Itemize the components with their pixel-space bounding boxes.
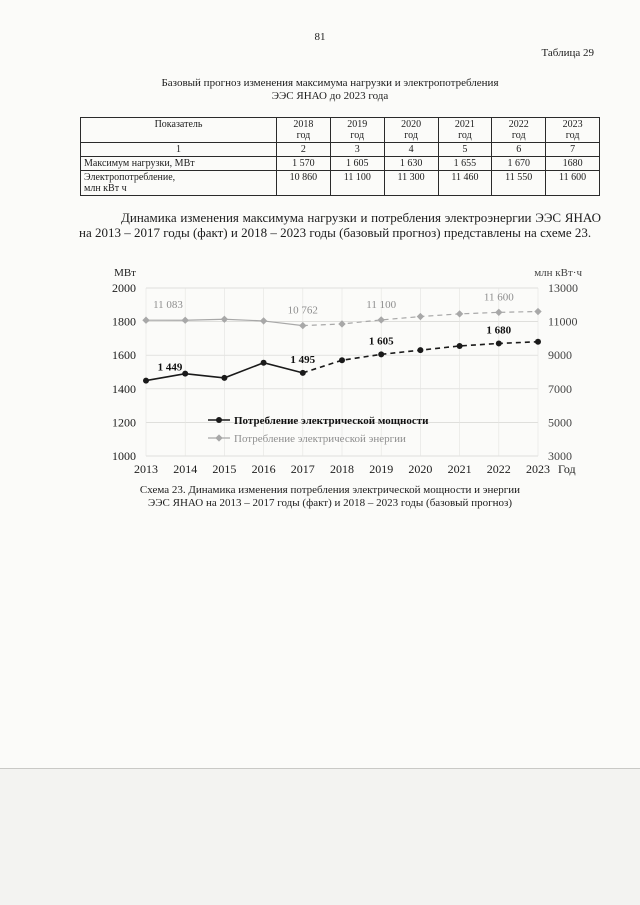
- data-point: [496, 340, 502, 346]
- data-point: [457, 343, 463, 349]
- table-cell: 1 655: [438, 157, 492, 171]
- forecast-table: [80, 117, 600, 196]
- page-number: 81: [314, 31, 326, 43]
- x-axis-label: Год: [558, 462, 576, 476]
- data-point: [339, 357, 345, 363]
- y-tick-label-right: 3000: [548, 449, 572, 463]
- header-year-2023: 2023 год: [546, 118, 600, 143]
- table-cell: 11 300: [384, 171, 438, 196]
- data-point: [378, 351, 384, 357]
- table-row-numbering: [81, 143, 600, 157]
- table-title-line-2: ЭЭС ЯНАО до 2023 года: [271, 90, 389, 102]
- table-cell: Электропотребление, млн кВт ч: [81, 171, 277, 196]
- y-tick-label-left: 2000: [112, 281, 136, 295]
- y-tick-label-left: 1200: [112, 415, 136, 430]
- data-point: [182, 371, 188, 377]
- body-paragraph: Динамика изменения максимума нагрузки и потребления электроэнергии ЭЭС ЯНАО на 2013 – 2017 годы (факт) и 2018 – 2023 годы (базовый прогноз) представлены на схеме 23.: [79, 210, 601, 240]
- data-point: [535, 339, 541, 345]
- data-point: [142, 317, 149, 324]
- y-tick-label-left: 1600: [112, 348, 136, 363]
- table-row-consumption: [81, 171, 600, 196]
- y-tick-label-right: 13000: [548, 281, 578, 295]
- data-point: [417, 347, 423, 353]
- data-point: [143, 378, 149, 384]
- data-label: 11 100: [366, 298, 397, 311]
- data-point: [300, 370, 306, 376]
- table-cell: 5: [438, 143, 492, 157]
- y-tick-label-right: 5000: [548, 415, 572, 430]
- x-tick-label: 2015: [212, 462, 237, 476]
- x-tick-label: 2019: [369, 462, 394, 476]
- x-tick-label: 2017: [290, 462, 315, 476]
- table-cell: Максимум нагрузки, МВт: [81, 157, 277, 171]
- data-point: [182, 317, 189, 324]
- table-header-row: [81, 118, 600, 143]
- header-year-2022: 2022 год: [492, 118, 546, 143]
- dynamics-chart: [90, 262, 586, 478]
- y-axis-label-right: млн кВт·ч: [534, 267, 582, 279]
- header-year-2020: 2020 год: [384, 118, 438, 143]
- data-point: [456, 310, 463, 317]
- table-row-max-load: [81, 157, 600, 171]
- table-cell: 1 630: [384, 157, 438, 171]
- table-cell: 2: [277, 143, 331, 157]
- x-tick-label: 2022: [486, 462, 511, 476]
- x-tick-label: 2020: [408, 462, 433, 476]
- table-cell: 11 100: [330, 171, 384, 196]
- x-tick-label: 2016: [251, 462, 276, 476]
- data-point: [495, 309, 502, 316]
- header-indicator: Показатель: [81, 118, 277, 143]
- data-label: 1 680: [486, 324, 512, 337]
- header-year-2021: 2021 год: [438, 118, 492, 143]
- x-tick-label: 2013: [134, 462, 158, 476]
- data-label: 11 083: [153, 299, 183, 312]
- header-year-2019: 2019 год: [330, 118, 384, 143]
- data-label: 11 600: [483, 291, 514, 304]
- table-cell: 3: [330, 143, 384, 157]
- table-cell: 7: [546, 143, 600, 157]
- y-axis-label-left: МВт: [114, 267, 136, 279]
- x-tick-label: 2014: [173, 462, 198, 476]
- legend-label: Потребление электрической мощности: [234, 415, 429, 427]
- legend-marker: [216, 417, 222, 423]
- table-cell: 1 670: [492, 157, 546, 171]
- data-point: [299, 322, 306, 329]
- figure-caption-line-1: Схема 23. Динамика изменения потребления электрической мощности и энергии: [139, 484, 521, 496]
- table-title: [60, 77, 600, 103]
- table-cell: 1 605: [330, 157, 384, 171]
- data-point: [260, 317, 267, 324]
- figure-caption-line-2: ЭЭС ЯНАО на 2013 – 2017 годы (факт) и 2018 – 2023 годы (базовый прогноз): [148, 497, 512, 509]
- figure-caption: [60, 484, 600, 510]
- table-cell: 11 550: [492, 171, 546, 196]
- header-year-2018: 2018 год: [277, 118, 331, 143]
- table-cell: 6: [492, 143, 546, 157]
- table-cell: 11 460: [438, 171, 492, 196]
- table-cell: 4: [384, 143, 438, 157]
- data-label: 1 495: [290, 353, 316, 366]
- data-point: [417, 313, 424, 320]
- table-cell: 1 570: [277, 157, 331, 171]
- y-tick-label-right: 9000: [548, 348, 572, 363]
- table-title-line-1: Базовый прогноз изменения максимума нагрузки и электропотребления: [161, 77, 499, 89]
- data-label: 1 449: [157, 361, 183, 374]
- y-tick-label-right: 11000: [548, 314, 578, 329]
- legend-label: Потребление электрической энергии: [234, 433, 406, 445]
- table-cell: 1680: [546, 157, 600, 171]
- table-cell: 11 600: [546, 171, 600, 196]
- data-point: [221, 375, 227, 381]
- data-point: [378, 316, 385, 323]
- x-tick-label: 2018: [330, 462, 354, 476]
- table-cell: 1: [81, 143, 277, 157]
- data-point: [534, 308, 541, 315]
- y-tick-label-left: 1400: [112, 381, 136, 396]
- legend-marker: [215, 434, 222, 441]
- data-label: 1 605: [368, 335, 394, 348]
- x-tick-label: 2023: [526, 462, 550, 476]
- data-point: [261, 360, 267, 366]
- y-tick-label-left: 1800: [112, 314, 136, 329]
- y-tick-label-right: 7000: [548, 381, 572, 396]
- data-label: 10 762: [287, 304, 318, 317]
- table-label: Таблица 29: [541, 47, 594, 59]
- x-tick-label: 2021: [447, 462, 472, 476]
- y-tick-label-left: 1000: [112, 449, 136, 463]
- table-cell: 10 860: [277, 171, 331, 196]
